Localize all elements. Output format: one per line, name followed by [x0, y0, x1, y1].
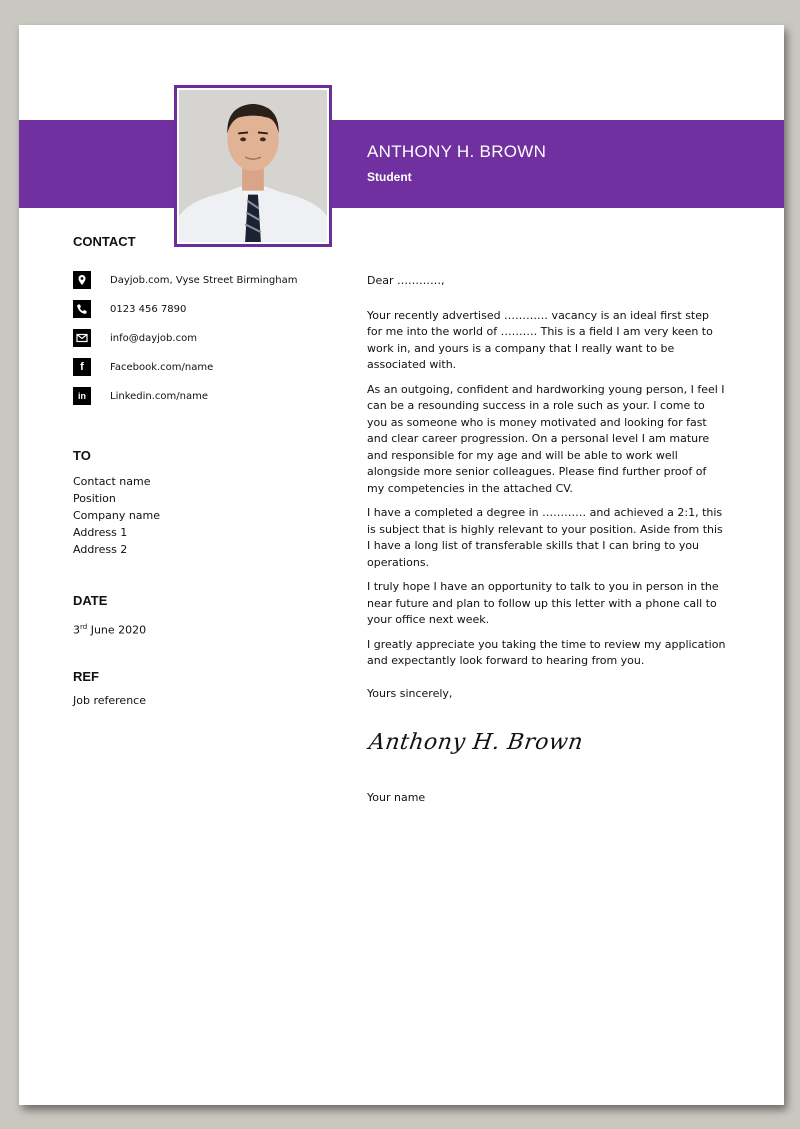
contact-facebook [73, 357, 213, 377]
date-rest: June 2020 [87, 623, 147, 637]
contact-address [73, 270, 297, 290]
header-band [19, 120, 784, 208]
email-icon [73, 329, 91, 347]
recipient-details [73, 473, 160, 558]
handwritten-signature: Anthony H. Brown [367, 730, 585, 755]
candidate-role: Student [367, 170, 412, 184]
contact-phone [73, 299, 186, 319]
recipient-address-1: Address 1 [73, 526, 128, 539]
phone-icon [73, 300, 91, 318]
cover-letter-page [19, 25, 784, 1105]
contact-linkedin [73, 386, 208, 406]
contact-heading: CONTACT [73, 234, 136, 249]
letter-paragraph: I truly hope I have an opportunity to talk to you in person in the near future and plan to follow up this letter with a phone call to your office next week. [367, 580, 719, 626]
date-heading: DATE [73, 593, 108, 608]
to-heading: TO [73, 448, 91, 463]
recipient-position: Position [73, 492, 116, 505]
contact-email [73, 328, 197, 348]
contact-address-text: Dayjob.com, Vyse Street Birmingham [110, 274, 298, 286]
ref-heading: REF [73, 669, 99, 684]
recipient-company: Company name [73, 509, 161, 522]
contact-facebook-text: Facebook.com/name [110, 361, 214, 373]
recipient-contact-name: Contact name [73, 475, 151, 488]
letter-paragraph: As an outgoing, confident and hardworking young person, I feel I can be a resounding success in a role such as your. I come to you as someone who is money motivated and looking for fast and clear career progression. On a personal level I am mature and responsible for my age and will be able to work well alongside more senior colleagues. Please find further proof of my competencies in the attached CV. [367, 382, 725, 495]
facebook-icon: f [73, 358, 91, 376]
location-pin-icon [73, 271, 91, 289]
candidate-name: ANTHONY H. BROWN [367, 142, 547, 161]
recipient-address-2: Address 2 [73, 543, 128, 556]
date-suffix: rd [80, 623, 88, 631]
contact-linkedin-text: Linkedin.com/name [110, 390, 209, 402]
letter-salutation: Dear …………, [367, 274, 445, 287]
letter-closing: Yours sincerely, [367, 686, 453, 700]
letter-paragraph: Your recently advertised ………… vacancy is an ideal first step for me into the world of ………. This is a field I am very keen to work in, and yours is a company that I really want to be associated with. [367, 308, 713, 371]
date-day: 3 [73, 623, 80, 637]
contact-email-text: info@dayjob.com [110, 332, 197, 344]
person-photo-icon [179, 90, 327, 242]
ref-value: Job reference [73, 694, 146, 707]
letter-body [367, 273, 727, 710]
your-name-label: Your name [367, 791, 426, 804]
contact-phone-text: 0123 456 7890 [110, 303, 187, 315]
letter-paragraph: I have a completed a degree in ………… and achieved a 2:1, this is subject that is highly relevant to your position. Aside from this I have a long list of transferable skills that I can bring to you operations. [367, 506, 723, 569]
letter-paragraph: I greatly appreciate you taking the time to review my application and expectantly look forward to hearing from you. [367, 637, 726, 667]
date-value [73, 619, 146, 639]
profile-photo [174, 85, 332, 247]
linkedin-icon: in [73, 387, 91, 405]
